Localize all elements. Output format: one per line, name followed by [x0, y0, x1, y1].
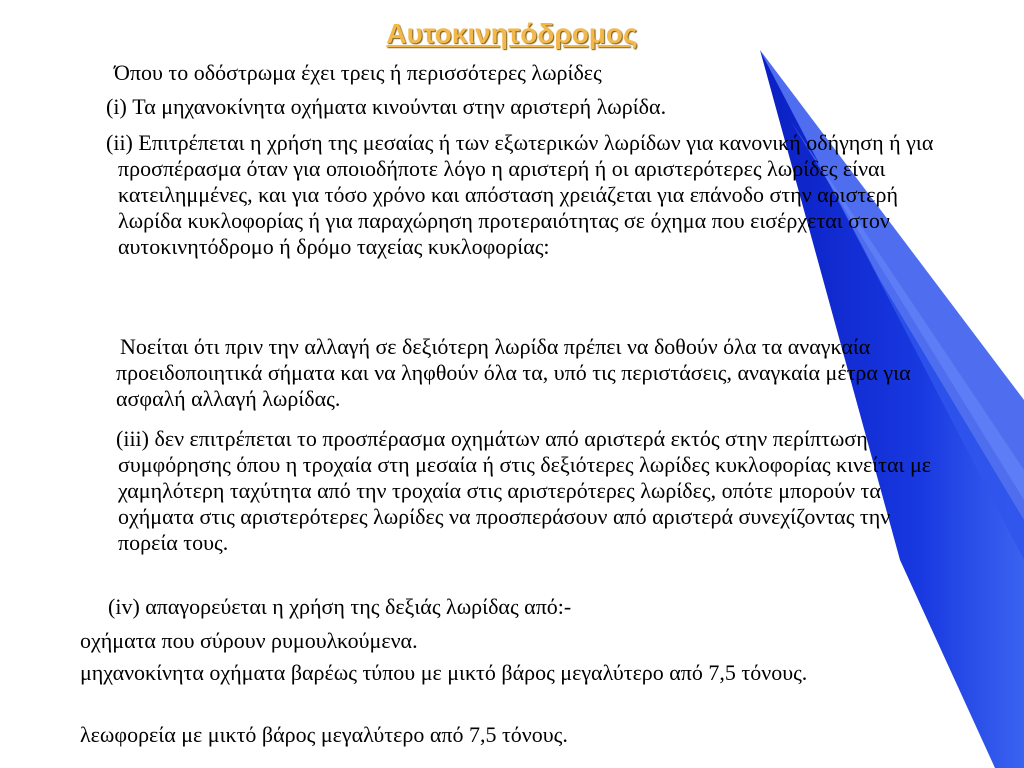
list-item-trailers: οχήματα που σύρουν ρυμουλκούμενα.	[80, 628, 418, 653]
slide-title: Αυτοκινητόδρομος	[386, 18, 638, 49]
list-item-buses: λεωφορεία με μικτό βάρος μεγαλύτερο από 7,5 τόνους.	[80, 722, 568, 747]
rule-ii-paragraph: (ii) Επιτρέπεται η χρήση της μεσαίας ή των εξωτερικών λωρίδων για κανονική οδήγηση ή για προσπέρασμα όταν για οποιοδήποτε λόγο η αριστερή ή οι αριστερότερες λωρίδες είναι κατειλημμένες, και για τόσο χρόνο και απόσταση χρειάζεται για επάνοδο στην αριστερή λωρίδα κυκλοφορίας ή για παραχώρηση προτεραιότητας σε όχημα που εισέρχεται στον αυτοκινητόδρομο ή δρόμο ταχείας κυκλοφορίας:	[106, 130, 934, 259]
proviso-paragraph: Νοείται ότι πριν την αλλαγή σε δεξιότερη λωρίδα πρέπει να δοθούν όλα τα αναγκαία προειδοποιητικά σήματα και να ληφθούν όλα τα, υπό τις περιστάσεις, αναγκαία μέτρα για ασφαλή αλλαγή λωρίδας.	[116, 334, 911, 411]
rule-iii-paragraph: (iii) δεν επιτρέπεται το προσπέρασμα οχημάτων από αριστερά εκτός στην περίπτωση συμφόρησης όπου η τροχαία στη μεσαία ή στις δεξιότερες λωρίδες κυκλοφορίας κινείται με χαμηλότερη ταχύτητα από την τροχαία στις αριστερότερες λωρίδες, οπότε μπορούν τα οχήματα στις αριστερότερες λωρίδες να προσπεράσουν από αριστερά συνεχίζοντας την πορεία τους.	[116, 426, 931, 555]
rule-i-paragraph: (i) Τα μηχανοκίνητα οχήματα κινούνται στην αριστερή λωρίδα.	[106, 94, 667, 119]
rule-iv-paragraph: (iv) απαγορεύεται η χρήση της δεξιάς λωρίδας από:-	[108, 594, 572, 619]
intro-paragraph: Όπου το οδόστρωμα έχει τρεις ή περισσότερες λωρίδες	[114, 60, 602, 85]
list-item-heavy-vehicles: μηχανοκίνητα οχήματα βαρέως τύπου με μικτό βάρος μεγαλύτερο από 7,5 τόνους.	[80, 660, 808, 685]
